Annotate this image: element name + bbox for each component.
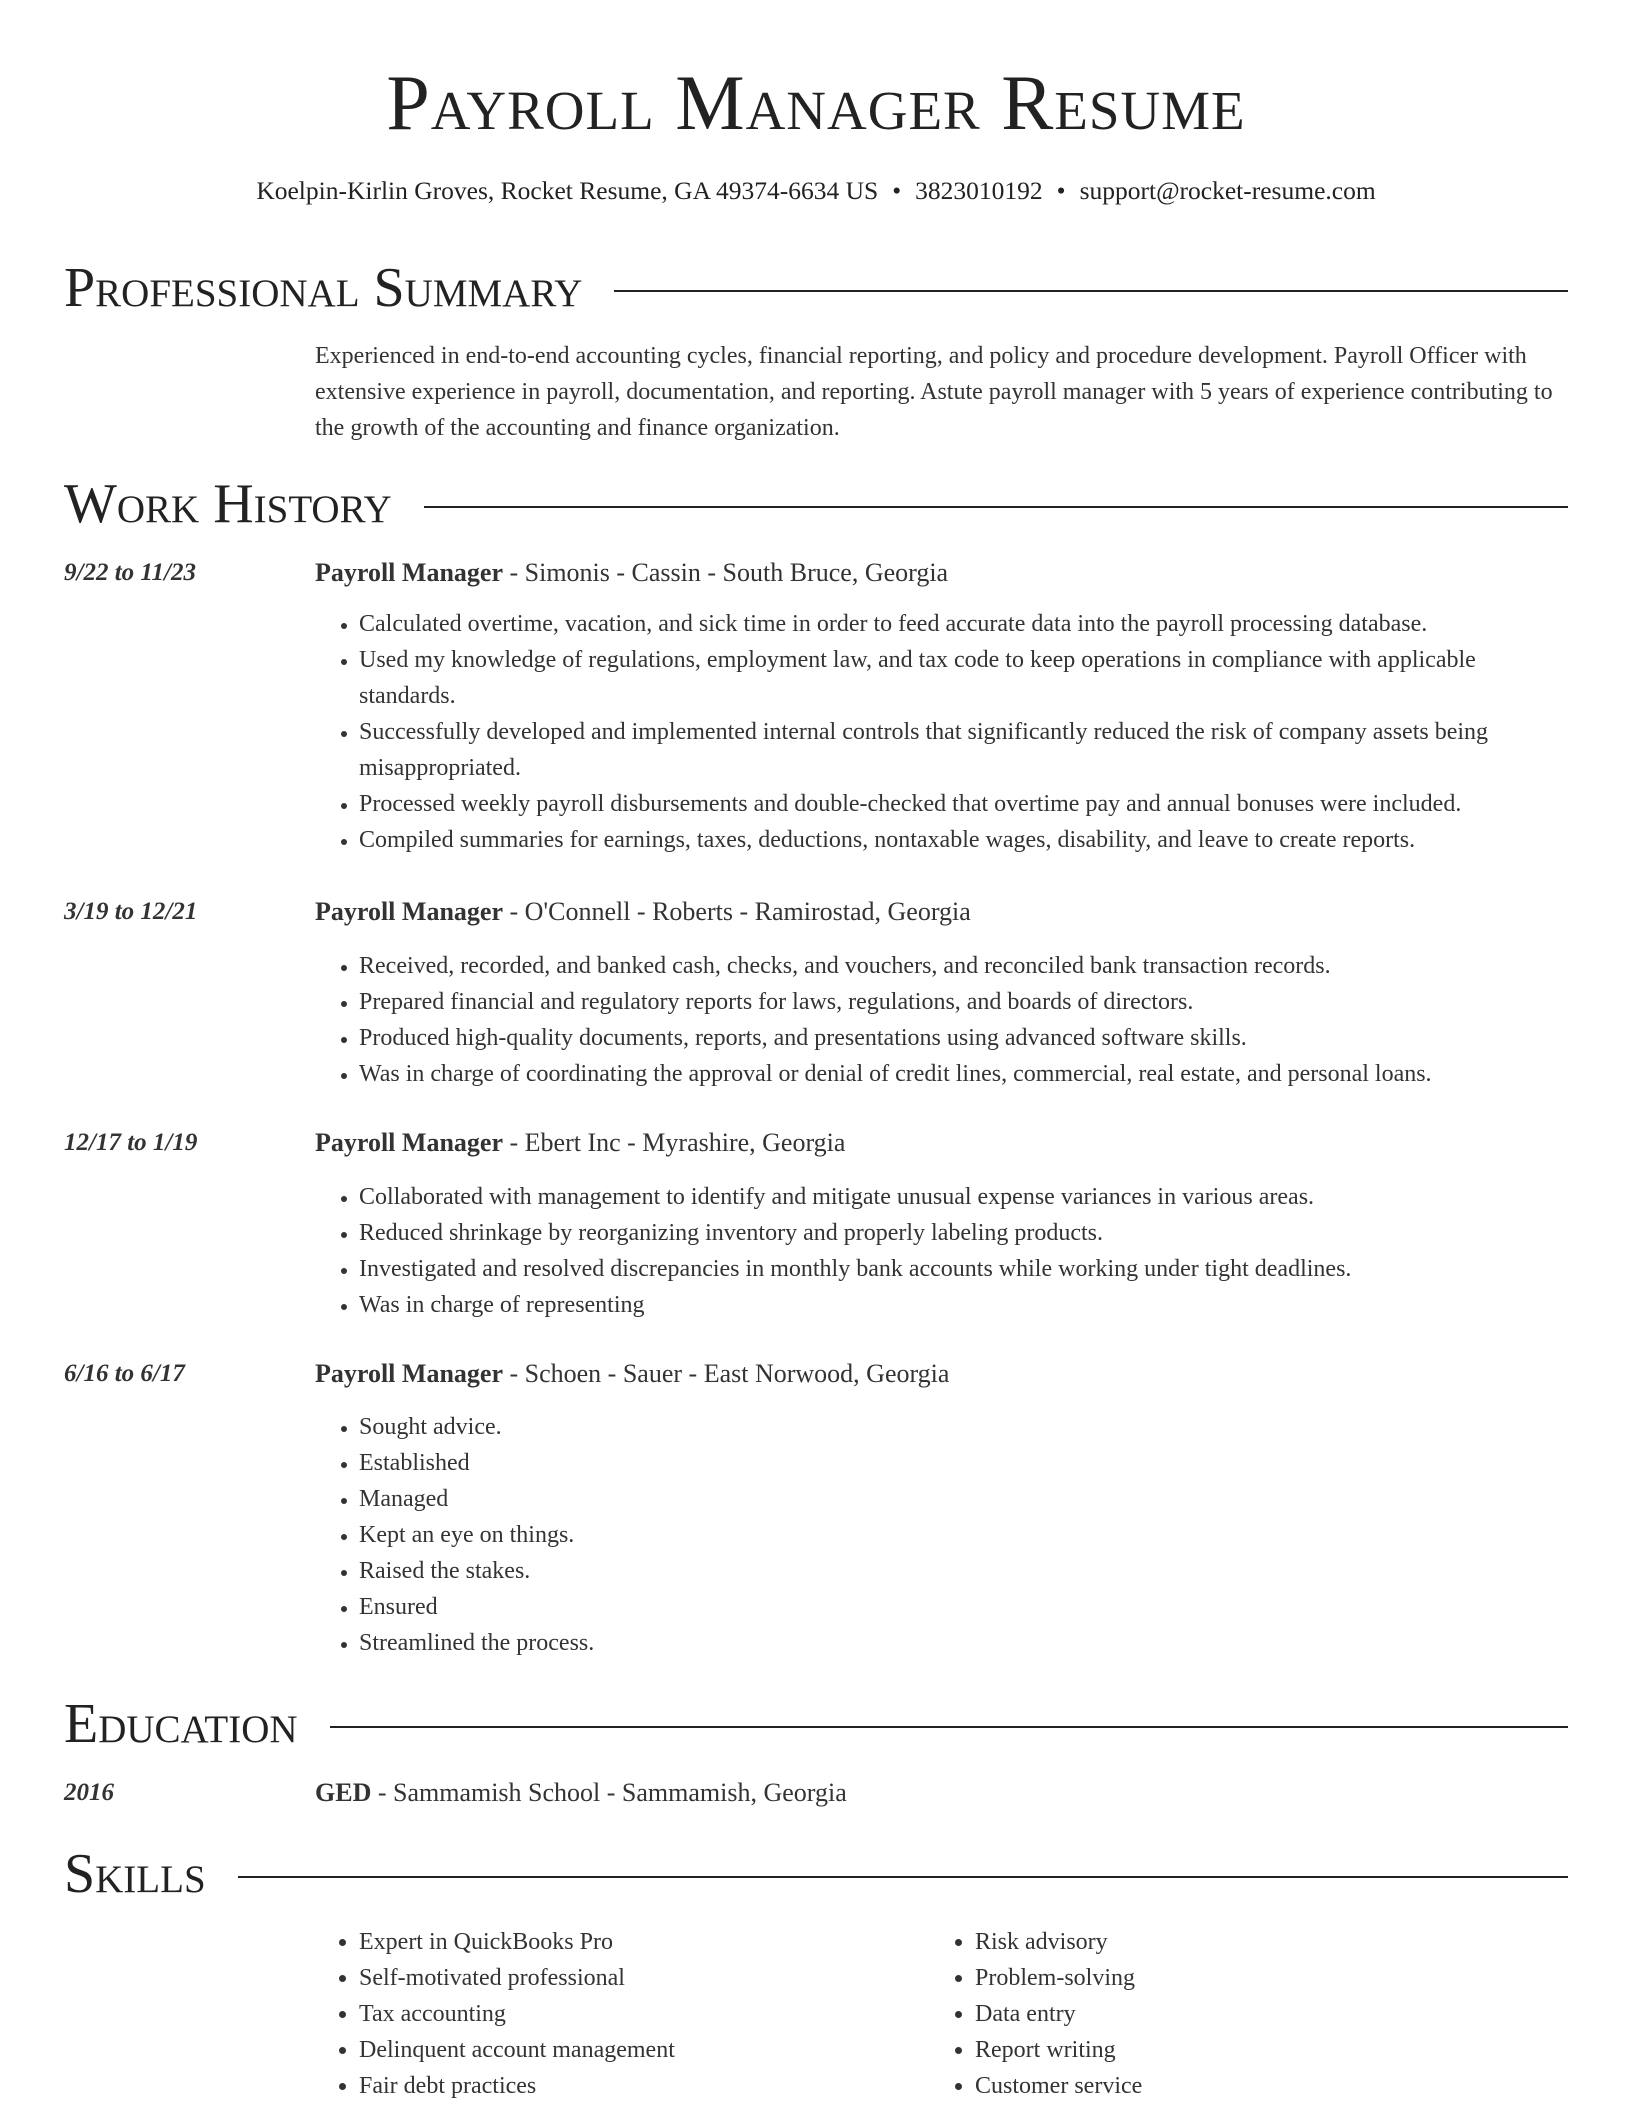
education-details: - Sammamish School - Sammamish, Georgia xyxy=(371,1778,847,1807)
summary-section-header xyxy=(64,256,1568,320)
list-item: • Raised the stakes. xyxy=(359,1553,1575,1589)
list-item: • Was in charge of coordinating the approval or denial of credit lines, commercial, real estate, and personal loans. xyxy=(359,1056,1575,1092)
education-year: 2016 xyxy=(64,1779,114,1806)
job-details: - Simonis - Cassin - South Bruce, Georgia xyxy=(502,558,949,587)
list-item: • Successfully developed and implemented internal controls that significantly reduced the risk of company assets being misappropriated. xyxy=(359,714,1575,786)
skills-heading: Skills xyxy=(64,1843,206,1905)
job-details: - Schoen - Sauer - East Norwood, Georgia xyxy=(502,1359,950,1388)
list-item: • Managed xyxy=(359,1481,1575,1517)
job-title xyxy=(315,1125,1575,1161)
skill-item: • Data entry xyxy=(975,1996,1531,2032)
list-item: • Produced high-quality documents, reports, and presentations using advanced software skills. xyxy=(359,1020,1575,1056)
list-item: • Was in charge of representing xyxy=(359,1287,1575,1323)
education-section-header xyxy=(64,1692,1568,1756)
summary-text: Experienced in end-to-end accounting cycles, financial reporting, and policy and procedure development. Payroll Officer with extensive experience in payroll, documentation, and reporting. Astute payroll manager with 5 years of experience contributing to the growth of the accounting and finance organization. xyxy=(315,343,1553,441)
job-dates: 9/22 to 11/23 xyxy=(64,559,196,586)
job-dates: 3/19 to 12/21 xyxy=(64,898,198,925)
skill-item: • Risk advisory xyxy=(975,1924,1531,1960)
skill-item: • Expert in QuickBooks Pro xyxy=(359,1924,915,1960)
list-item: • Received, recorded, and banked cash, checks, and vouchers, and reconciled bank transaction records. xyxy=(359,948,1575,984)
job-role: Payroll Manager xyxy=(315,1359,503,1388)
summary-heading: Professional Summary xyxy=(64,257,583,319)
list-item: • Streamlined the process. xyxy=(359,1625,1575,1661)
contact-separator: • xyxy=(892,176,902,205)
section-divider xyxy=(614,290,1568,292)
skill-item: • Customer service xyxy=(975,2068,1531,2104)
job-title xyxy=(315,555,1575,591)
list-item: • Established xyxy=(359,1445,1575,1481)
job-bullet-list xyxy=(315,1409,1575,1661)
job-title xyxy=(315,1356,1575,1392)
job-role: Payroll Manager xyxy=(315,897,503,926)
skill-item: • Report writing xyxy=(975,2032,1531,2068)
list-item: • Calculated overtime, vacation, and sick time in order to feed accurate data into the payroll processing database. xyxy=(359,606,1575,642)
section-divider xyxy=(330,1726,1568,1728)
list-item: • Ensured xyxy=(359,1589,1575,1625)
skills-list-left xyxy=(315,1924,915,2104)
list-item: • Collaborated with management to identify and mitigate unusual expense variances in various areas. xyxy=(359,1179,1575,1215)
list-item: • Investigated and resolved discrepancies in monthly bank accounts while working under tight deadlines. xyxy=(359,1251,1575,1287)
resume-title: Payroll Manager Resume xyxy=(386,59,1246,146)
job-role: Payroll Manager xyxy=(315,1128,503,1157)
list-item: • Kept an eye on things. xyxy=(359,1517,1575,1553)
skill-item: • Delinquent account management xyxy=(359,2032,915,2068)
job-details: - Ebert Inc - Myrashire, Georgia xyxy=(502,1128,846,1157)
contact-address: Koelpin-Kirlin Groves, Rocket Resume, GA 49374-6634 US xyxy=(256,176,879,205)
list-item: • Reduced shrinkage by reorganizing inventory and properly labeling products. xyxy=(359,1215,1575,1251)
section-divider xyxy=(238,1876,1568,1878)
job-role: Payroll Manager xyxy=(315,558,503,587)
work-heading: Work History xyxy=(64,473,392,535)
section-divider xyxy=(424,506,1568,508)
skills-list-right xyxy=(931,1924,1531,2104)
list-item: • Prepared financial and regulatory reports for laws, regulations, and boards of directors. xyxy=(359,984,1575,1020)
skill-item: • Problem-solving xyxy=(975,1960,1531,1996)
skill-item: • Self-motivated professional xyxy=(359,1960,915,1996)
education-degree: GED xyxy=(315,1778,372,1807)
skill-item: • Fair debt practices xyxy=(359,2068,915,2104)
job-bullet-list xyxy=(315,1179,1575,1323)
job-dates: 6/16 to 6/17 xyxy=(64,1360,185,1387)
job-title xyxy=(315,894,1575,930)
contact-phone: 3823010192 xyxy=(915,176,1043,205)
education-heading: Education xyxy=(64,1693,298,1755)
job-details: - O'Connell - Roberts - Ramirostad, Georgia xyxy=(502,897,971,926)
work-section-header xyxy=(64,472,1568,536)
skills-section-header xyxy=(64,1842,1568,1906)
contact-email: support@rocket-resume.com xyxy=(1079,176,1376,205)
job-bullet-list xyxy=(315,606,1575,858)
list-item: • Used my knowledge of regulations, employment law, and tax code to keep operations in compliance with applicable standards. xyxy=(359,642,1575,714)
job-bullet-list xyxy=(315,948,1575,1092)
list-item: • Sought advice. xyxy=(359,1409,1575,1445)
education-entry xyxy=(315,1775,1575,1811)
job-dates: 12/17 to 1/19 xyxy=(64,1129,198,1156)
contact-separator: • xyxy=(1056,176,1066,205)
contact-line xyxy=(0,174,1632,208)
list-item: • Compiled summaries for earnings, taxes, deductions, nontaxable wages, disability, and leave to create reports. xyxy=(359,822,1575,858)
skill-item: • Tax accounting xyxy=(359,1996,915,2032)
list-item: • Processed weekly payroll disbursements and double-checked that overtime pay and annual bonuses were included. xyxy=(359,786,1575,822)
